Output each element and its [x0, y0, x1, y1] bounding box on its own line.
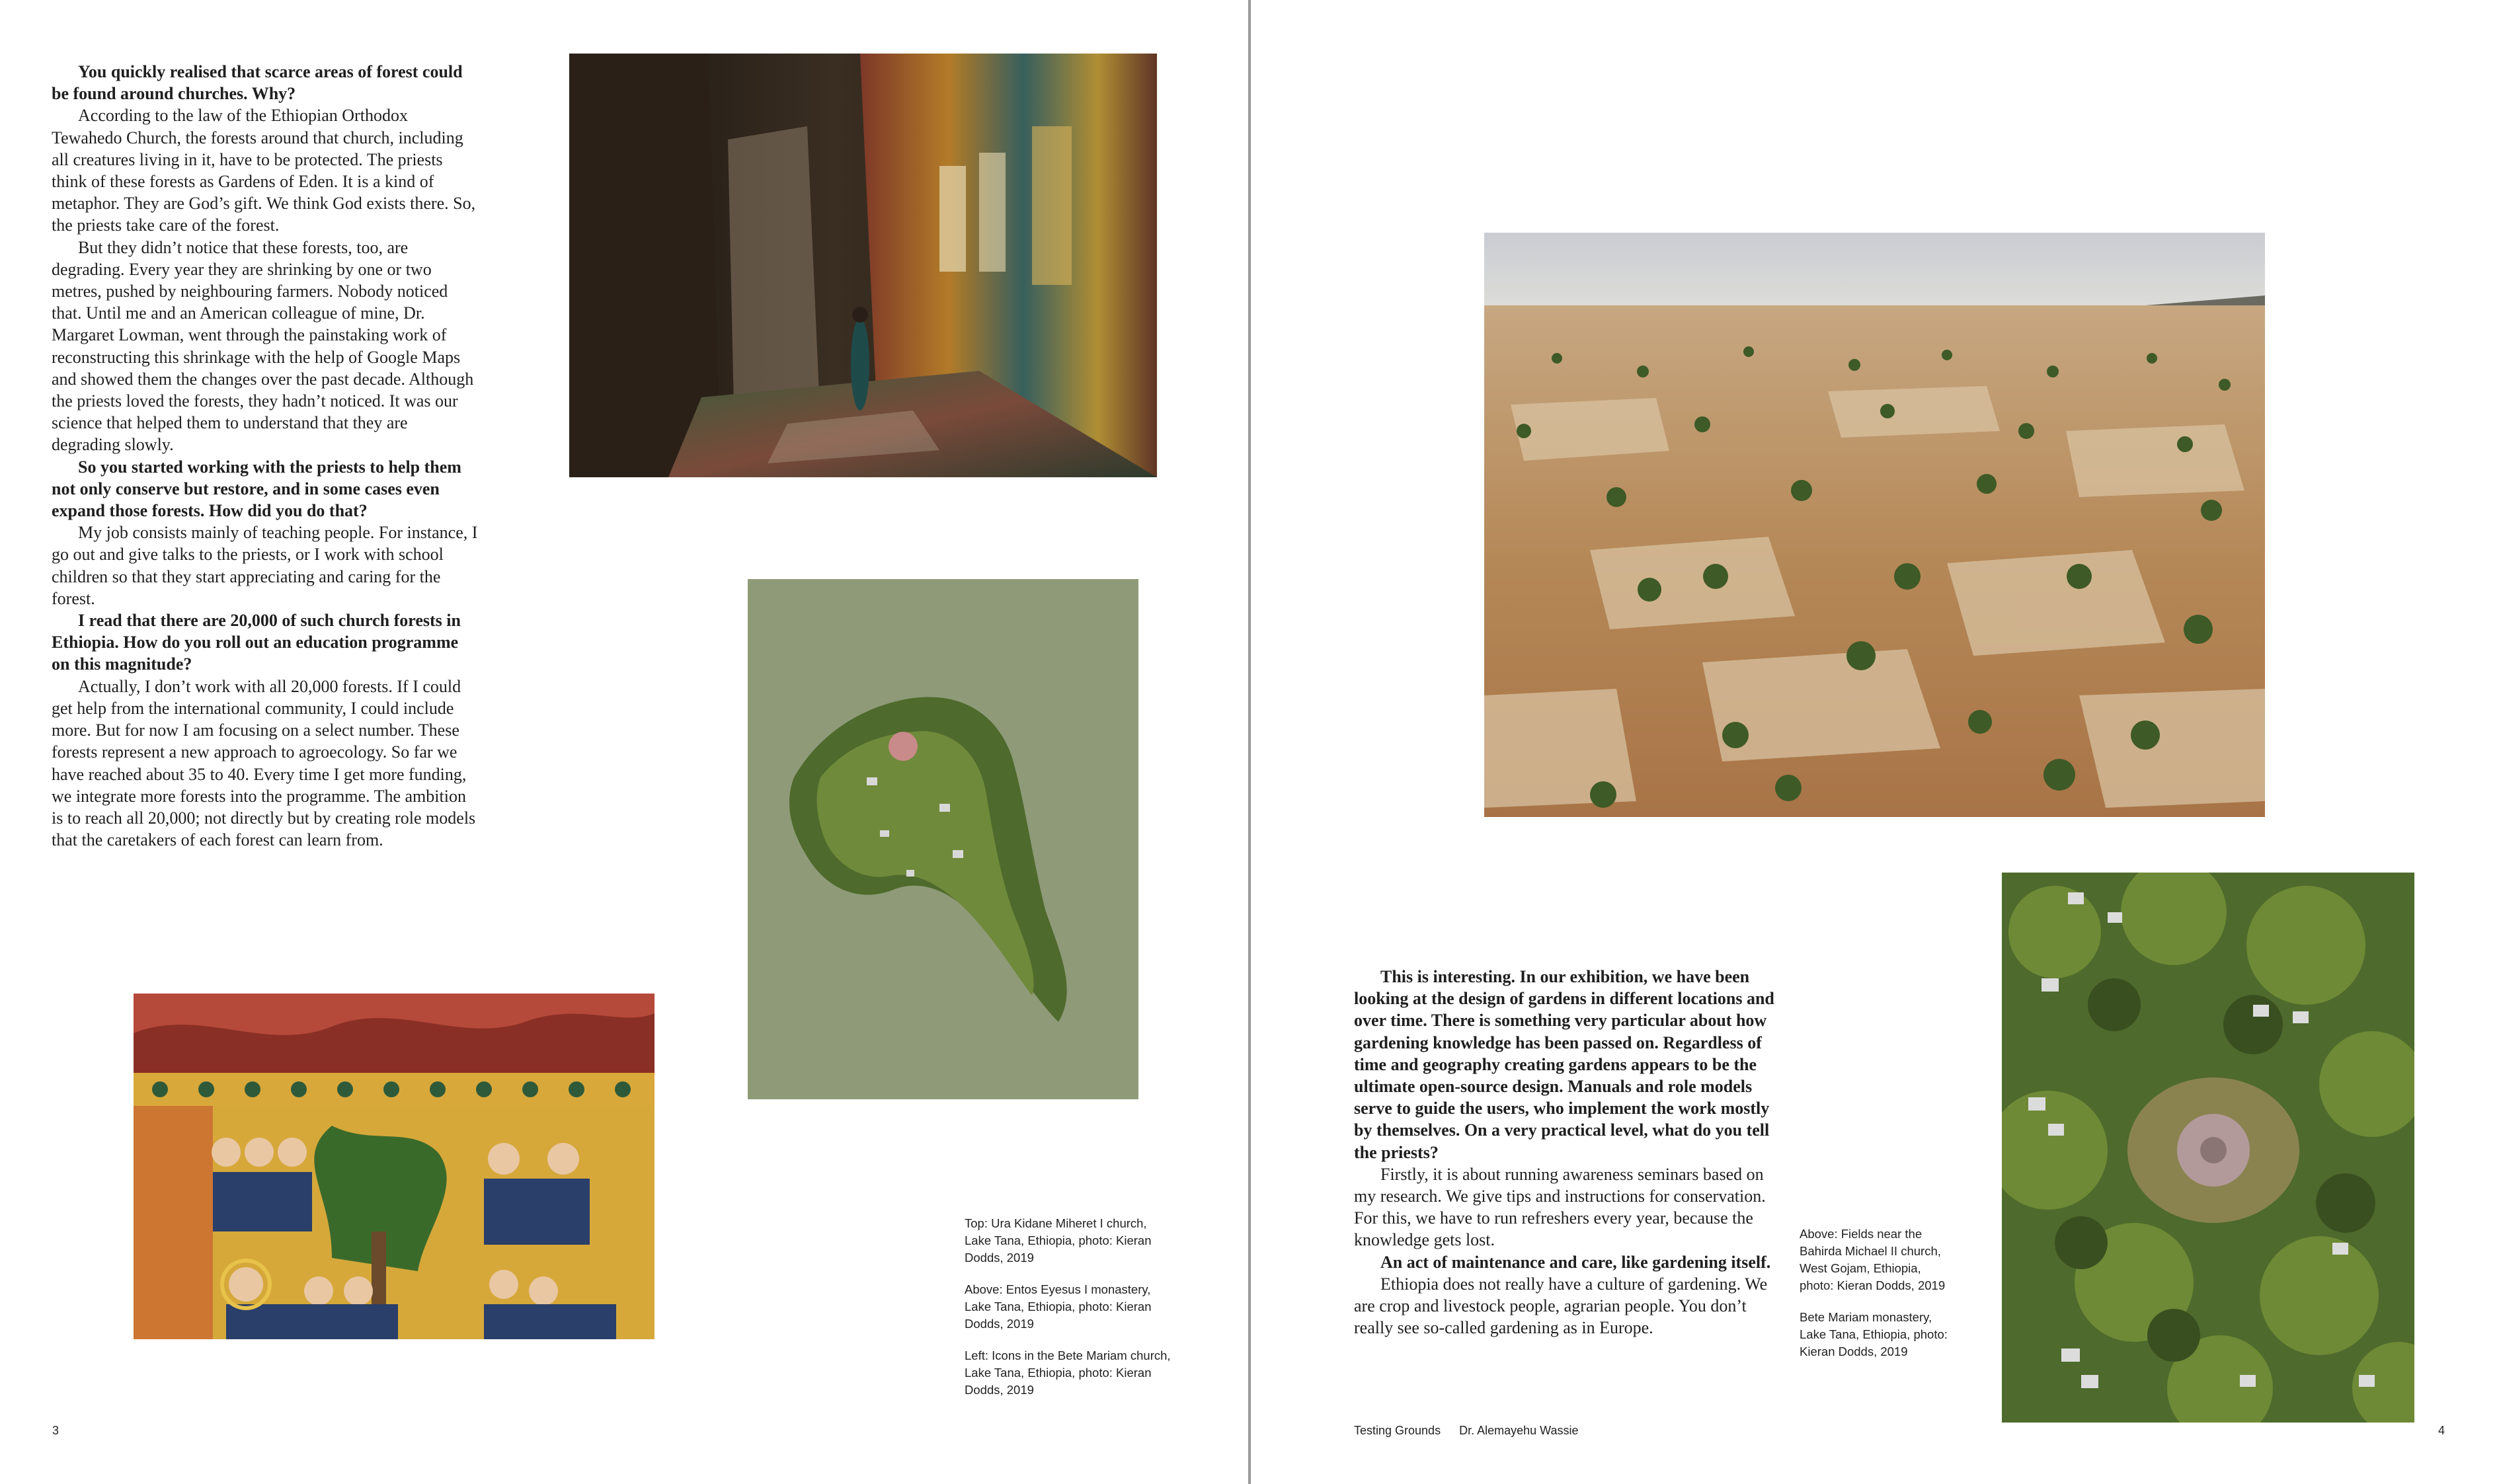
photo-caption: Above: Fields near the Bahirda Michael II church, West Gojam, Ethiopia, photo: Kieran Dodds, 2019: [1800, 1227, 1946, 1292]
interview-question: An act of maintenance and care, like gardening itself.: [1380, 1252, 1771, 1272]
interview-answer: Firstly, it is about running awareness seminars based on my research. We give tips and instructions for conservation. For this, we have to run refreshers every year, because the knowledge gets lost.: [1354, 1164, 1766, 1250]
photo-caption: Left: Icons in the Bete Mariam church, Lake Tana, Ethiopia, photo: Kieran Dodds, 2019: [965, 1348, 1171, 1397]
page-number: 4: [2438, 1424, 2445, 1437]
interview-answer: Ethiopia does not really have a culture of gardening. We are crop and livestock people, agrarian people. You don’t really see so-called gardening as in Europe.: [1354, 1274, 1768, 1338]
photo-caption: Bete Mariam monastery, Lake Tana, Ethiopia, photo: Kieran Dodds, 2019: [1800, 1310, 1948, 1358]
right-page-captions: [1800, 1226, 1958, 1375]
interview-question: I read that there are 20,000 of such church forests in Ethiopia. How do you roll out an education programme on this magnitude?: [52, 611, 461, 674]
photo-caption: Above: Entos Eyesus I monastery, Lake Tana, Ethiopia, photo: Kieran Dodds, 2019: [965, 1282, 1152, 1331]
interview-answer: Actually, I don’t work with all 20,000 forests. If I could get help from the international community, I could include more. But for now I am focusing on a select number. These forests represent a new approach to agroecology. So far we have reached about 35 to 40. Every time I get more funding, we integrate more forests into the programme. The ambition is to reach all 20,000; not directly but by creating role models that the caretakers of each forest can learn from.: [52, 676, 476, 850]
interview-question: So you started working with the priests to help them not only conserve but restore, and in some cases even expand those forests. How did you do that?: [52, 457, 461, 521]
photo-caption: Top: Ura Kidane Miheret I church, Lake Tana, Ethiopia, photo: Kieran Dodds, 2019: [965, 1216, 1152, 1265]
page-number: 3: [52, 1424, 60, 1437]
running-footer: [1354, 1424, 1579, 1438]
right-page: [1251, 0, 2499, 1484]
left-page: [0, 0, 1248, 1484]
interview-answer: My job consists mainly of teaching people. For instance, I go out and give talks to the priests, or I work with school children so that they start appreciating and caring for the forest.: [52, 523, 478, 608]
church-icons-mural-photo: [134, 994, 654, 1339]
interview-answer: But they didn’t notice that these forests, too, are degrading. Every year they are shrinking by one or two metres, pushed by neighbouring farmers. Nobody noticed that. Until me and an American colleague of mine, Dr. Margaret Lowman, went through the painstaking work of reconstructing this shrinkage with the help of Google Maps and showed them the changes over the past decade. Although the priests loved the forests, they hadn’t noticed. It was our science that helped them to understand that they are degrading slowly.: [52, 237, 474, 455]
island-monastery-photo: [748, 579, 1138, 1099]
interview-question: This is interesting. In our exhibition, we have been looking at the design of gardens in different locations and over time. There is something very particular about how gardening knowledge has been passed on. Regardless of time and geography creating gardens appears to be the ultimate open-source design. Manuals and role models serve to guide the users, who implement the work mostly by themselves. On a very practical level, what do you tell the priests?: [1354, 967, 1774, 1162]
interview-question: You quickly realised that scarce areas of forest could be found around churches. Why?: [52, 62, 463, 104]
interview-answer: According to the law of the Ethiopian Orthodox Tewahedo Church, the forests around that church, including all creatures living in it, have to be protected. The priests think of these forests as Gardens of Eden. It is a kind of metaphor. They are God’s gift. We think God exists there. So, the priests take care of the forest.: [52, 106, 476, 235]
footer-section-title: Testing Grounds: [1354, 1424, 1441, 1437]
left-article-text: [52, 61, 480, 851]
church-interior-photo: [569, 54, 1157, 477]
right-article-text: [1354, 966, 1784, 1339]
footer-author-name: Dr. Alemayehu Wassie: [1459, 1424, 1579, 1437]
left-page-captions: [965, 1215, 1176, 1413]
aerial-fields-photo: [1484, 233, 2265, 817]
monastery-forest-photo: [2002, 873, 2414, 1423]
